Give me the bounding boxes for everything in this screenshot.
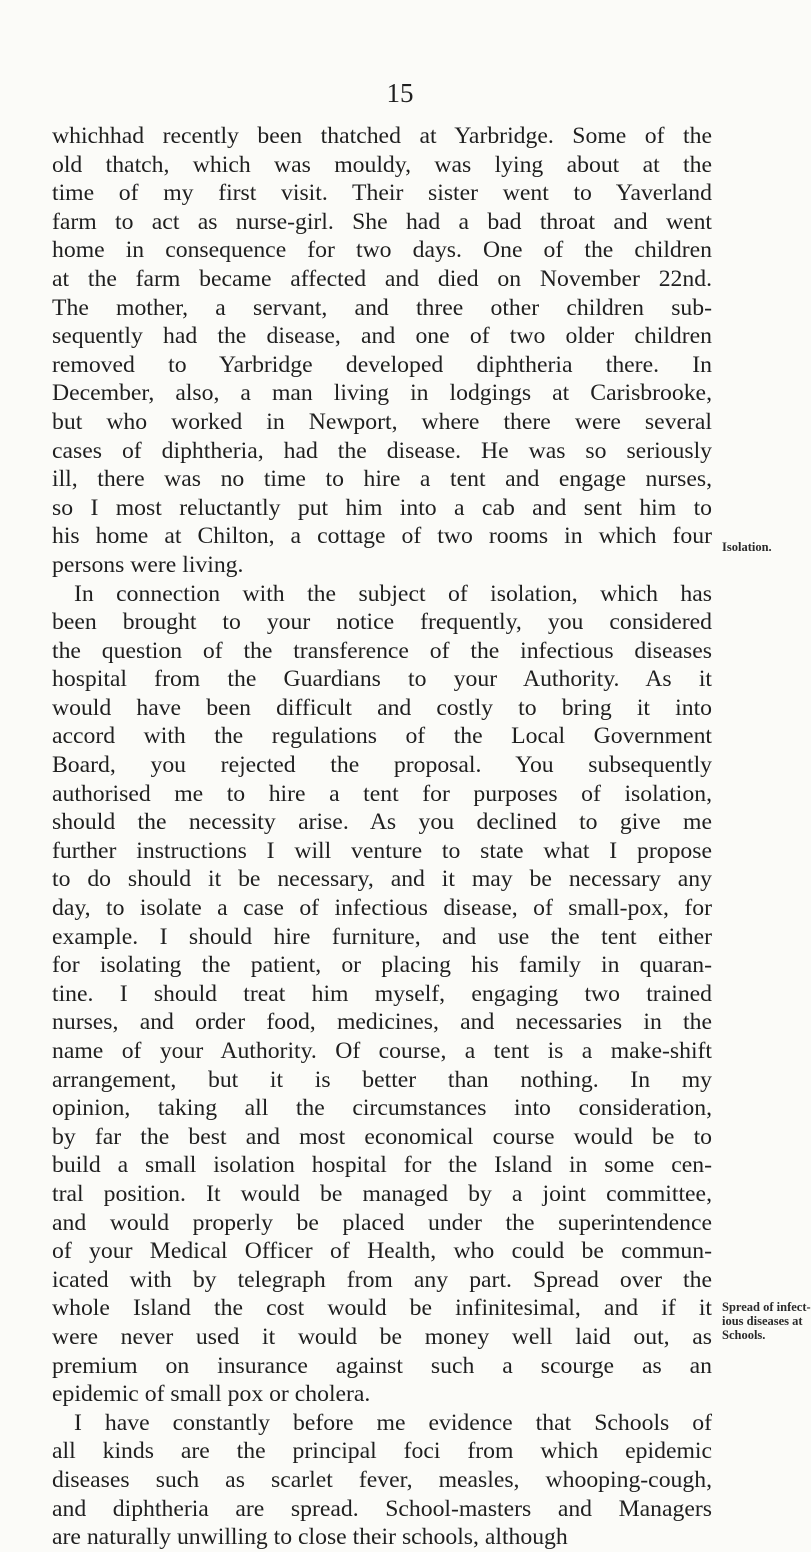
text-line: farm to act as nurse-girl. She had a bad throat and went	[52, 208, 712, 235]
text-line: cases of diphtheria, had the disease. He was so seriously	[52, 437, 712, 464]
text-line: time of my first visit. Their sister went to Yaverland	[52, 180, 712, 207]
text-line: so I most reluctantly put him into a cab and sent him to	[52, 494, 712, 521]
text-line: The mother, a servant, and three other children sub-	[52, 294, 712, 321]
text-line: whichhad recently been thatched at Yarbridge. Some of the	[52, 123, 712, 149]
text-line: ill, there was no time to hire a tent and engage nurses,	[52, 466, 712, 493]
text-line: of your Medical Officer of Health, who could be commun-	[52, 1238, 712, 1265]
margin-note-line: Isolation.	[722, 540, 772, 554]
body-text	[52, 122, 712, 1552]
text-line: Board, you rejected the proposal. You subsequently	[52, 752, 712, 779]
text-line: by far the best and most economical course would be to	[52, 1123, 712, 1150]
text-line: build a small isolation hospital for the Island in some cen-	[52, 1152, 712, 1179]
text-line: all kinds are the principal foci from which epidemic	[52, 1438, 712, 1465]
text-line: should the necessity arise. As you declined to give me	[52, 809, 712, 836]
text-line: authorised me to hire a tent for purposes of isolation,	[52, 780, 712, 807]
text-line: nurses, and order food, medicines, and necessaries in the	[52, 1009, 712, 1036]
text-line: opinion, taking all the circumstances into consideration,	[52, 1095, 712, 1122]
text-line: icated with by telegraph from any part. Spread over the	[52, 1266, 712, 1293]
text-line: home in consequence for two days. One of the children	[52, 237, 712, 264]
paragraph-2	[52, 580, 712, 1409]
text-line: but who worked in Newport, where there were several	[52, 408, 712, 435]
text-line: I have constantly before me evidence that Schools of	[74, 1409, 712, 1436]
text-line: diseases such as scarlet fever, measles, whooping-cough,	[52, 1466, 712, 1493]
text-line: epidemic of small pox or cholera.	[52, 1381, 371, 1408]
text-line: are naturally unwilling to close their schools, although	[52, 1524, 568, 1551]
margin-note-line: Schools.	[722, 1328, 766, 1342]
text-line: accord with the regulations of the Local Government	[52, 723, 712, 750]
text-line: were never used it would be money well laid out, as	[52, 1323, 712, 1350]
text-line: his home at Chilton, a cottage of two rooms in which four	[52, 523, 712, 550]
text-line: tine. I should treat him myself, engaging two trained	[52, 980, 712, 1007]
margin-note-line: ious diseases at	[722, 1314, 803, 1328]
text-line: further instructions I will venture to state what I propose	[52, 837, 712, 864]
text-line: at the farm became affected and died on November 22nd.	[52, 265, 712, 292]
text-line: and diphtheria are spread. School-masters and Managers	[52, 1495, 712, 1522]
text-line: to do should it be necessary, and it may be necessary any	[52, 866, 712, 893]
paragraph-3	[52, 1409, 712, 1552]
text-line: would have been difficult and costly to bring it into	[52, 694, 712, 721]
text-line: In connection with the subject of isolation, which has	[74, 580, 712, 607]
text-line: the question of the transference of the infectious diseases	[52, 637, 712, 664]
text-line: persons were living.	[52, 551, 244, 578]
text-line: for isolating the patient, or placing his family in quaran-	[52, 952, 712, 979]
text-line: and would properly be placed under the superintendence	[52, 1209, 712, 1236]
paragraph-1	[52, 122, 712, 580]
text-line: name of your Authority. Of course, a tent is a make-shift	[52, 1038, 712, 1064]
text-line: been brought to your notice frequently, you considered	[52, 609, 712, 636]
text-line: premium on insurance against such a scourge as an	[52, 1352, 712, 1379]
text-line: removed to Yarbridge developed diphtheria there. In	[52, 351, 712, 378]
margin-note-spread-of-infectious-diseases	[722, 1300, 811, 1342]
text-line: hospital from the Guardians to your Authority. As it	[52, 666, 712, 693]
text-line: tral position. It would be managed by a joint committee,	[52, 1180, 712, 1207]
text-line: example. I should hire furniture, and use the tent either	[52, 923, 712, 950]
text-line: December, also, a man living in lodgings at Carisbrooke,	[52, 380, 712, 407]
text-line: sequently had the disease, and one of two older children	[52, 323, 712, 350]
text-line: day, to isolate a case of infectious disease, of small-pox, for	[52, 895, 712, 922]
margin-note-line: Spread of infect-	[722, 1300, 811, 1314]
text-line: arrangement, but it is better than nothing. In my	[52, 1066, 712, 1093]
text-line: old thatch, which was mouldy, was lying about at the	[52, 151, 712, 178]
margin-note-isolation	[722, 540, 798, 554]
text-line: whole Island the cost would be infinitesimal, and if it	[52, 1295, 712, 1322]
page-number: 15	[386, 78, 414, 108]
